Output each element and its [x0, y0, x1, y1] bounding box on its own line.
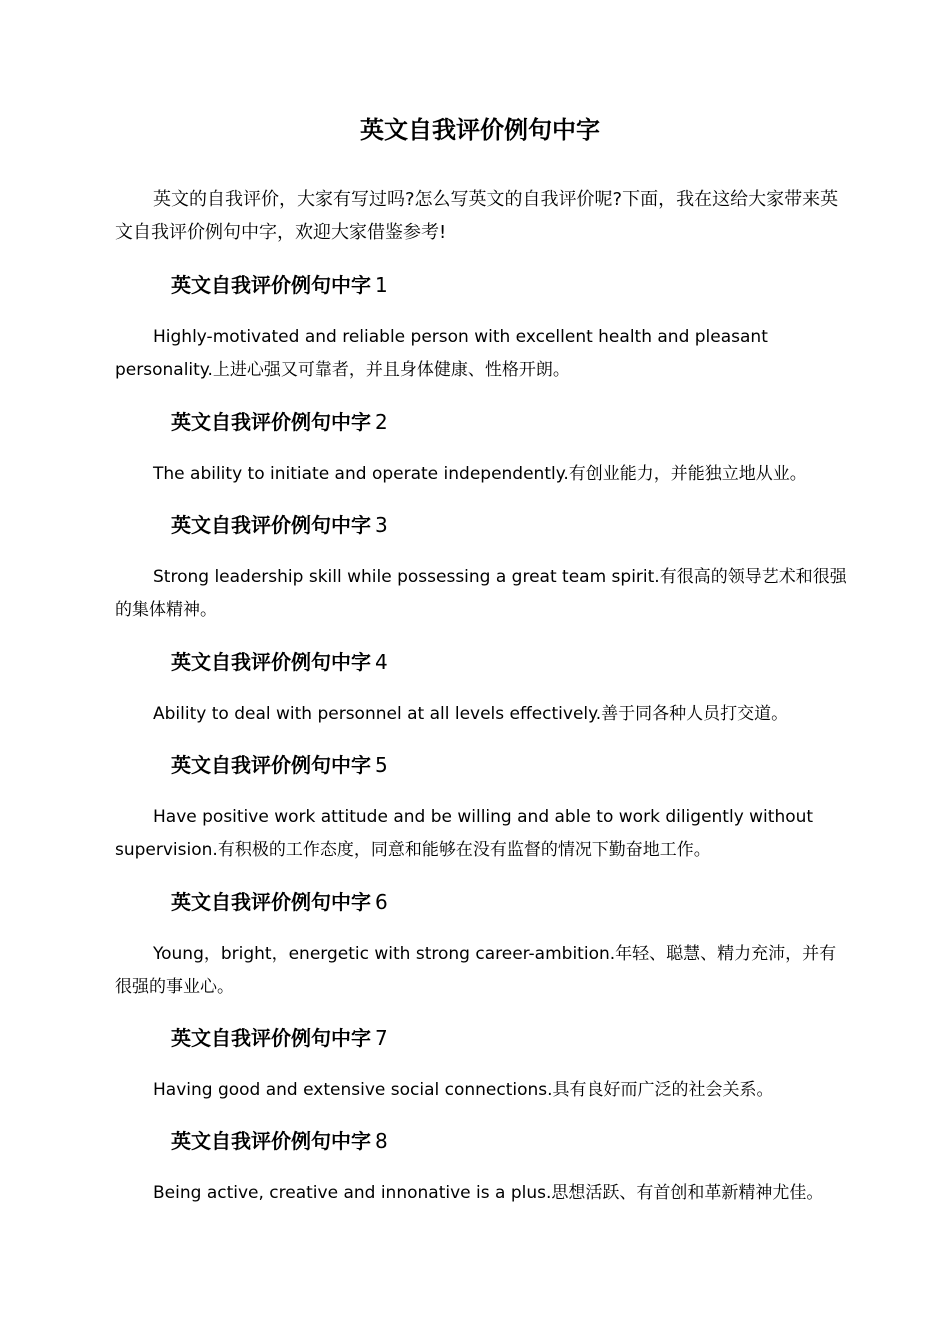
section-number: 6: [375, 890, 388, 914]
section-body-1: Highly-motivated and reliable person with excellent health and pleasant personality.上进心强又可靠者，并且身体健康、性格开朗。: [115, 327, 768, 380]
document-title: 英文自我评价例句中字: [360, 116, 600, 144]
section-number: 1: [375, 273, 388, 297]
section-body-5: Have positive work attitude and be willing and able to work diligently without supervision.有积极的工作态度，同意和能够在没有监督的情况下勤奋地工作。: [115, 807, 814, 860]
section-heading-6: [171, 887, 388, 917]
section-heading-text: 英文自我评价例句中字: [171, 890, 371, 914]
document-page: [115, 0, 845, 1344]
section-body-7: Having good and extensive social connections.具有良好而广泛的社会关系。: [153, 1080, 774, 1100]
section-body-8: Being active, creative and innonative is a plus.思想活跃、有首创和革新精神尤佳。: [153, 1183, 824, 1203]
section-heading-text: 英文自我评价例句中字: [171, 753, 371, 777]
section-heading-text: 英文自我评价例句中字: [171, 410, 371, 434]
section-heading-8: [171, 1126, 388, 1156]
section-heading-4: [171, 647, 388, 677]
section-heading-text: 英文自我评价例句中字: [171, 273, 371, 297]
section-heading-3: [171, 510, 388, 540]
intro-paragraph: 英文的自我评价，大家有写过吗?怎么写英文的自我评价呢?下面，我在这给大家带来英文自我评价例句中字，欢迎大家借鉴参考!: [115, 189, 839, 243]
section-number: 2: [375, 410, 388, 434]
section-heading-1: [171, 270, 388, 300]
section-heading-text: 英文自我评价例句中字: [171, 1026, 371, 1050]
section-heading-text: 英文自我评价例句中字: [171, 1129, 371, 1153]
section-heading-2: [171, 407, 388, 437]
section-heading-5: [171, 750, 388, 780]
section-number: 5: [375, 753, 388, 777]
section-body-4: Ability to deal with personnel at all levels effectively.善于同各种人员打交道。: [153, 704, 789, 724]
section-heading-text: 英文自我评价例句中字: [171, 650, 371, 674]
section-number: 7: [375, 1026, 388, 1050]
section-body-2: The ability to initiate and operate independently.有创业能力，并能独立地从业。: [153, 464, 807, 484]
section-number: 4: [375, 650, 388, 674]
section-number: 3: [375, 513, 388, 537]
section-heading-7: [171, 1023, 388, 1053]
section-heading-text: 英文自我评价例句中字: [171, 513, 371, 537]
section-body-6: Young，bright，energetic with strong career-ambition.年轻、聪慧、精力充沛，并有很强的事业心。: [115, 944, 837, 997]
section-number: 8: [375, 1129, 388, 1153]
section-body-3: Strong leadership skill while possessing a great team spirit.有很高的领导艺术和很强的集体精神。: [115, 567, 847, 620]
